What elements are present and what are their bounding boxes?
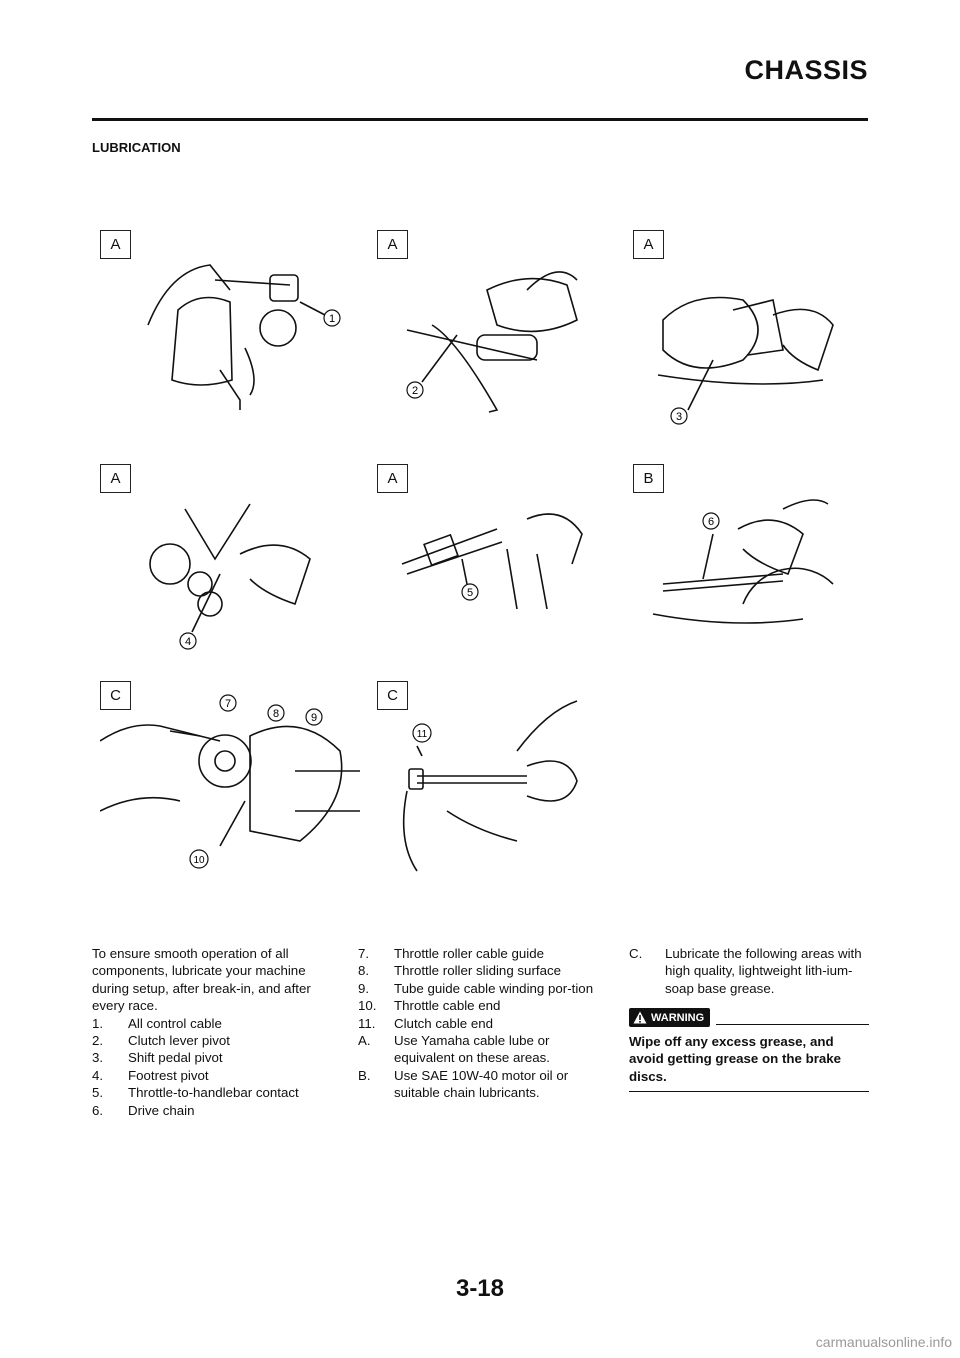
svg-text:11: 11 <box>416 729 428 740</box>
legend-item: 1. All control cable <box>92 1015 222 1031</box>
warning-box <box>629 1008 869 1092</box>
warning-triangle-icon <box>633 1011 647 1024</box>
legend-item: 11. Clutch cable end <box>358 1015 494 1031</box>
legend-item: 7. Throttle roller cable guide <box>358 946 545 961</box>
header-rule <box>92 118 868 121</box>
throttle-grip-illustration <box>377 464 637 674</box>
text-column-3 <box>629 945 869 997</box>
callout-7 <box>220 695 236 711</box>
clutch-cable-end-illustration <box>377 681 599 881</box>
callout-3 <box>671 408 687 424</box>
callout-5 <box>462 584 478 600</box>
svg-text:4: 4 <box>184 636 192 648</box>
legend-item: 6. Drive chain <box>92 1102 195 1118</box>
panel-tag: A <box>100 464 131 493</box>
warning-rule <box>716 1024 869 1025</box>
svg-text:3: 3 <box>675 411 683 423</box>
svg-text:1: 1 <box>328 313 336 325</box>
chapter-title: CHASSIS <box>744 55 868 85</box>
panel-tag: A <box>633 230 664 259</box>
page-number: 3-18 <box>455 1275 505 1302</box>
legend-item: 5. Throttle-to-handlebar contact <box>92 1085 299 1101</box>
figure-panel-8 <box>377 681 599 881</box>
legend-item: B. Use SAE 10W-40 motor oil or suitable chain lubricants. <box>358 1067 569 1101</box>
panel-tag: B <box>633 464 664 493</box>
svg-text:9: 9 <box>310 712 318 724</box>
clutch-lever-illustration <box>377 230 637 440</box>
callout-11 <box>413 724 431 742</box>
figure-panel-2 <box>377 230 637 440</box>
footrest-illustration <box>100 464 360 674</box>
svg-text:10: 10 <box>193 855 205 866</box>
panel-tag: A <box>377 230 408 259</box>
svg-text:5: 5 <box>466 587 474 599</box>
legend-item: 3. Shift pedal pivot <box>92 1050 223 1066</box>
watermark: carmanualsonline.info <box>815 1334 952 1350</box>
legend-item: 2. Clutch lever pivot <box>92 1033 230 1049</box>
callout-2 <box>407 382 423 398</box>
text-column-2 <box>358 945 602 1102</box>
figure-panel-6 <box>633 464 893 674</box>
callout-1 <box>324 310 340 326</box>
legend-item: 10. Throttle cable end <box>358 998 501 1014</box>
callout-10 <box>190 850 208 868</box>
panel-tag: C <box>100 681 131 710</box>
svg-text:8: 8 <box>272 708 280 720</box>
svg-text:6: 6 <box>707 516 715 528</box>
throttle-housing-illustration <box>100 681 362 881</box>
figure-panel-4 <box>100 464 360 674</box>
cable-lubing-illustration <box>100 230 360 440</box>
callout-6 <box>703 513 719 529</box>
intro-paragraph: To ensure smooth operation of all components, lubricate your machine during setup, after break-in, and after every race. <box>92 946 311 1014</box>
warning-label: WARNING <box>651 1011 705 1024</box>
legend-item: C. Lubricate the following areas with high quality, lightweight lith-ium-soap base grease. <box>629 946 862 996</box>
figure-panel-5 <box>377 464 637 674</box>
callout-4 <box>180 633 196 649</box>
callout-8 <box>268 705 284 721</box>
panel-tag: C <box>377 681 408 710</box>
warning-text: Wipe off any excess grease, and avoid getting grease on the brake discs. <box>629 1033 869 1092</box>
panel-tag: A <box>100 230 131 259</box>
figure-panel-1 <box>100 230 360 440</box>
legend-item: 4. Footrest pivot <box>92 1067 209 1083</box>
text-column-1 <box>92 945 336 1119</box>
svg-text:7: 7 <box>224 698 232 710</box>
drive-chain-illustration <box>633 464 893 674</box>
legend-item: 8. Throttle roller sliding surface <box>358 963 562 979</box>
figure-panel-3 <box>633 230 893 440</box>
legend-item: 9. Tube guide cable winding por-tion <box>358 980 594 996</box>
figure-panel-7 <box>100 681 362 881</box>
warning-badge <box>629 1008 710 1027</box>
legend-item: A. Use Yamaha cable lube or equivalent on these areas. <box>358 1033 550 1066</box>
panel-tag: A <box>377 464 408 493</box>
svg-text:2: 2 <box>411 385 419 397</box>
section-title: LUBRICATION <box>92 140 181 155</box>
shift-pedal-illustration <box>633 230 893 440</box>
callout-9 <box>306 709 322 725</box>
